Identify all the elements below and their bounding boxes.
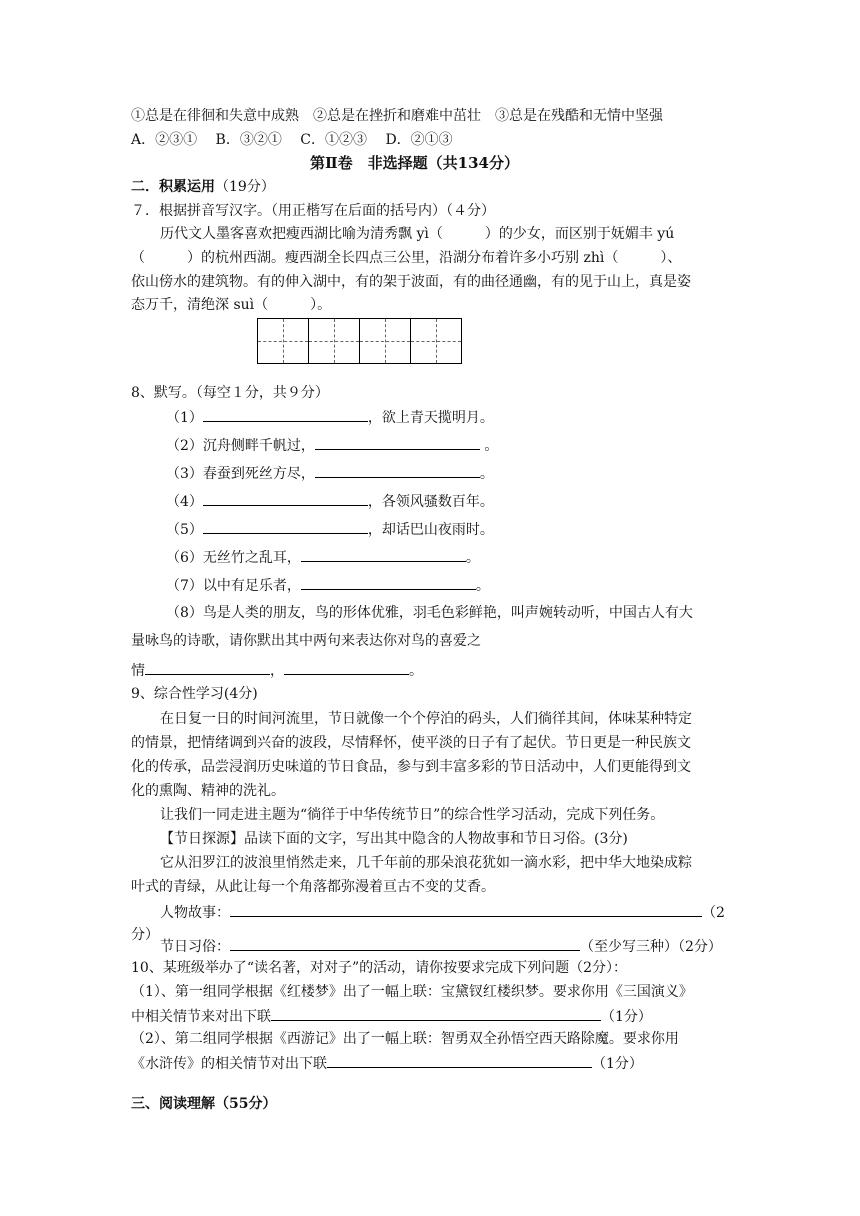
answer-blank[interactable]: [203, 490, 368, 506]
q8-text: （7）以中有足乐者，: [166, 578, 301, 594]
answer-blank[interactable]: [284, 659, 409, 675]
q8-text: （3）春蚕到死丝方尽，: [166, 466, 315, 482]
q8-text: 。: [409, 663, 423, 679]
answer-blank[interactable]: [230, 935, 580, 951]
section-2-heading: [131, 177, 275, 197]
q8-label: （4）: [166, 494, 203, 510]
q8-text: ，: [270, 663, 284, 679]
q8-label: （5）: [166, 522, 203, 538]
q10-text: 中相关情节来对出下联: [131, 1009, 271, 1025]
section-2-score: （19分）: [215, 179, 275, 195]
q9-label: 人物故事：: [160, 905, 230, 921]
answer-blank[interactable]: [315, 434, 480, 450]
q9-para-6: 【节日探源】品读下面的文字，写出其中隐含的人物故事和节日习俗。(3分): [160, 831, 628, 847]
q8-text: （6）无丝竹之乱耳，: [166, 550, 301, 566]
q8-item-8a: （8）鸟是人类的朋友，鸟的形体优雅，羽毛色彩鲜艳，叫声婉转动听，中国古人有大: [166, 605, 693, 621]
q10-score: （1分）: [592, 1056, 643, 1072]
q7-text-3: 依山傍水的建筑物。有的伸入湖中，有的架于波面，有的曲径通幽，有的见于山上，真是姿: [131, 274, 691, 290]
q9-para-4: 化的熏陶、精神的洗礼。: [131, 783, 285, 799]
q10-1b: [131, 1005, 652, 1027]
q8-title: 8、默写。（每空１分，共９分）: [131, 385, 329, 401]
q9-title: 9、综合性学习(4分): [131, 686, 258, 702]
q9-score: （至少写三种）（2分）: [580, 939, 722, 955]
q8-item-1: [166, 406, 494, 428]
q9-custom: [160, 935, 722, 957]
answer-blank[interactable]: [203, 406, 368, 422]
part-title: 第Ⅱ卷 非选择题（共134分）: [310, 154, 519, 172]
q9-para-3: 化的传承，品尝浸润历史味道的节日食品，参与到丰富多彩的节日活动中，人们更能得到文: [131, 759, 691, 775]
answer-blank[interactable]: [230, 901, 702, 917]
writing-grid[interactable]: [257, 318, 462, 364]
q10-title: 10、某班级举办了“读名著，对对子”的活动，请你按要求完成下列问题（2分）：: [131, 960, 628, 976]
section-2-title: 二．积累运用: [131, 179, 215, 195]
q8-text: ，欲上青天揽明月。: [367, 410, 494, 426]
q9-para-2: 的情景，把情绪调到兴奋的波段，尽情释怀，使平淡的日子有了起伏。节日更是一种民族文: [131, 735, 691, 751]
q9-para-7: 它从汨罗江的波浪里悄然走来，几千年前的那朵浪花犹如一滴水彩，把中华大地染成粽: [160, 855, 692, 871]
q10-text: 《水浒传》的相关情节对出下联: [131, 1056, 327, 1072]
q10-2a: （2）、第二组同学根据《西游记》出了一幅上联：智勇双全孙悟空西天路除魔。要求你用: [131, 1031, 679, 1047]
q7-text-1: 历代文人墨客喜欢把瘦西湖比喻为清秀飘 yì（ ）的少女，而区别于妩媚丰 yú: [160, 226, 675, 242]
q10-2b: [131, 1052, 643, 1074]
q9-story-score: 分）: [131, 927, 159, 943]
q8-label: （1）: [166, 410, 203, 426]
q8-item-3: [166, 462, 494, 484]
q8-text: （2）沉舟侧畔千帆过，: [166, 438, 315, 454]
q8-text: ，各领风骚数百年。: [367, 494, 494, 510]
section-3-heading: 三、阅读理解（55分）: [131, 1096, 277, 1112]
q8-text: 情: [131, 663, 145, 679]
answer-blank[interactable]: [327, 1052, 592, 1068]
q8-item-8b: 量咏鸟的诗歌，请你默出其中两句来表达你对鸟的喜爱之: [131, 633, 481, 649]
grid-cell[interactable]: [309, 319, 360, 363]
q10-score: （1分）: [601, 1009, 652, 1025]
choices-line: A．②③① B．③②① C．①②③ D．②①③: [131, 132, 453, 148]
q8-item-2: [166, 434, 498, 456]
q8-item-7: [166, 574, 490, 596]
q8-text: ，却话巴山夜雨时。: [367, 522, 494, 538]
q8-item-4: [166, 490, 494, 512]
answer-blank[interactable]: [271, 1005, 601, 1021]
answer-blank[interactable]: [203, 518, 368, 534]
q10-1a: （1）、第一组同学根据《红楼梦》出了一幅上联：宝黛钗红楼织梦。要求你用《三国演义》: [131, 984, 693, 1000]
q8-text: 。: [465, 550, 480, 566]
answer-blank[interactable]: [301, 546, 466, 562]
q7-text-2: （ ）的杭州西湖。瘦西湖全长四点三公里，沿湖分布着许多小巧别 zhì（ ）、: [131, 250, 682, 266]
q8-item-5: [166, 518, 494, 540]
q8-text: 。: [479, 466, 494, 482]
q8-item-8c: [131, 659, 423, 681]
q9-score: （2: [702, 905, 725, 921]
q9-para-5: 让我们一同走进主题为“徜徉于中华传统节日”的综合性学习活动，完成下列任务。: [160, 807, 665, 823]
options-line: ①总是在徘徊和失意中成熟 ②总是在挫折和磨难中茁壮 ③总是在残酷和无情中坚强: [131, 108, 663, 124]
q9-para-8: 叶式的青绿，从此让每一个角落都弥漫着亘古不变的艾香。: [131, 879, 495, 895]
q7-text-4: 态万千，清绝深 suì（ ）。: [131, 297, 332, 313]
answer-blank[interactable]: [315, 462, 480, 478]
q9-label: 节日习俗：: [160, 939, 230, 955]
grid-cell[interactable]: [360, 319, 411, 363]
q9-story: [160, 901, 725, 923]
q8-item-6: [166, 546, 480, 568]
q7-title: ７．根据拼音写汉字。（用正楷写在后面的括号内）（４分）: [131, 203, 495, 219]
q8-text: 。: [479, 438, 499, 454]
grid-cell[interactable]: [411, 319, 461, 363]
answer-blank[interactable]: [301, 574, 476, 590]
answer-blank[interactable]: [145, 659, 270, 675]
q8-text: 。: [475, 578, 490, 594]
q9-para-1: 在日复一日的时间河流里，节日就像一个个停泊的码头，人们徜徉其间，体味某种特定: [160, 711, 692, 727]
grid-cell[interactable]: [258, 319, 309, 363]
